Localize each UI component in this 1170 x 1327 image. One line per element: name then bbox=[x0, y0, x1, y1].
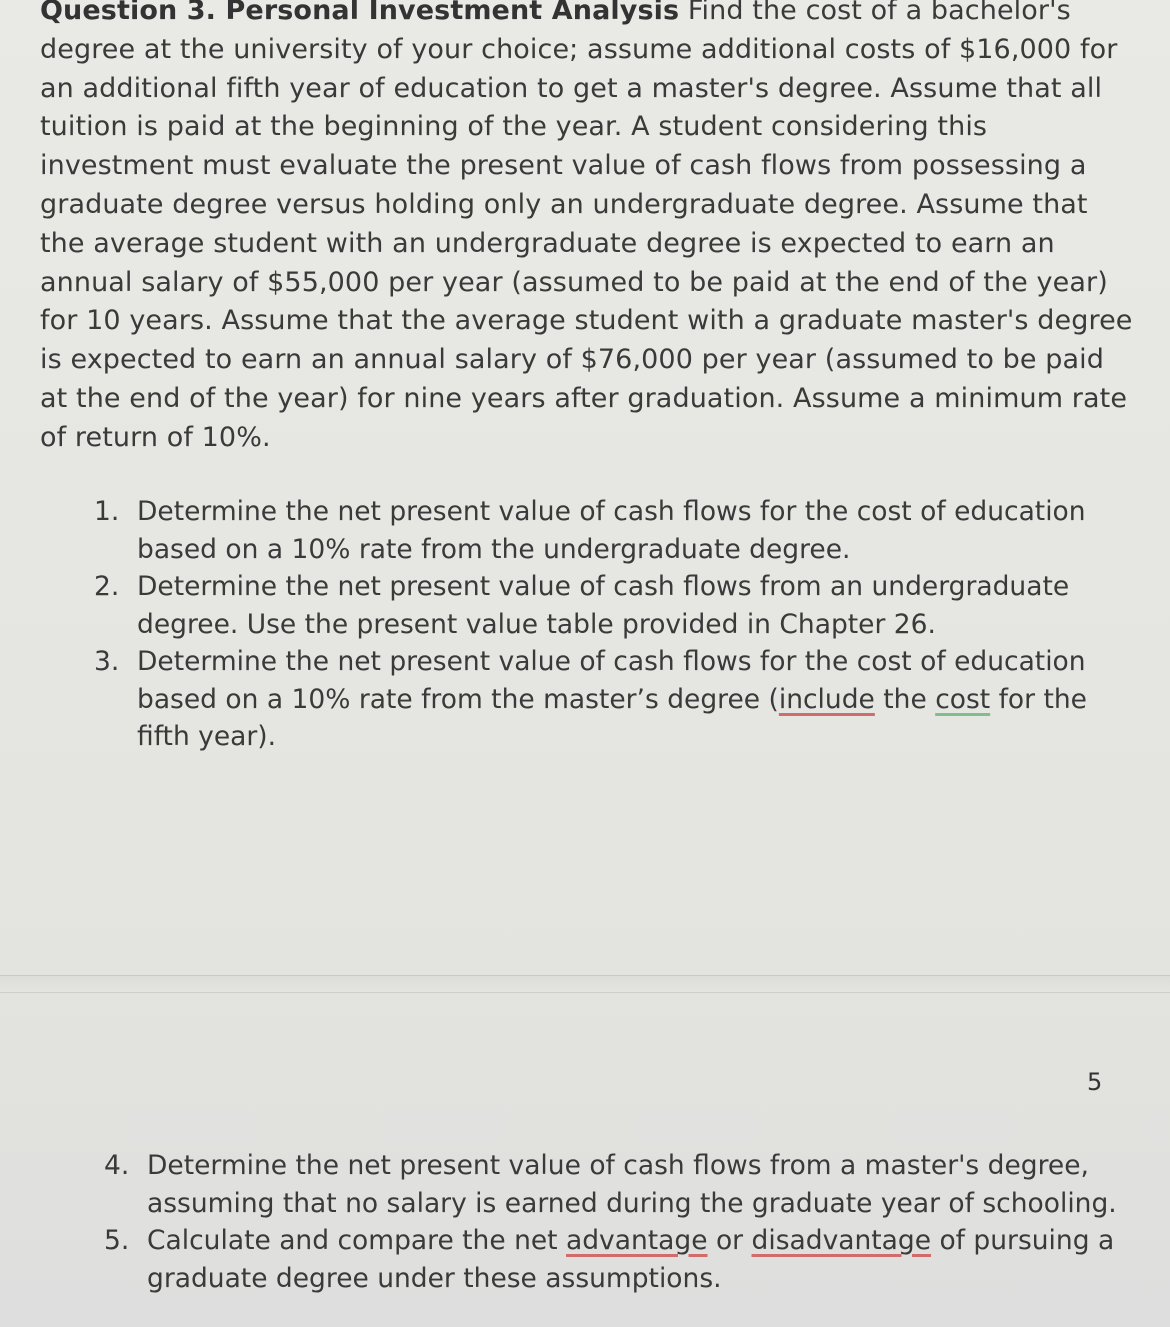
list-item bbox=[104, 1147, 1134, 1222]
question-list-top bbox=[94, 493, 1134, 756]
grammar-underlined-word: cost bbox=[935, 683, 991, 715]
list-item-text: Determine the net present value of cash flows from an undergraduate degree. Use the present value table provided in Chapter 26. bbox=[137, 571, 1070, 640]
question-intro bbox=[40, 0, 1140, 458]
page-number: 5 bbox=[1087, 1068, 1103, 1096]
list-item-number: 2. bbox=[94, 571, 120, 602]
question-intro-body: Find the cost of a bachelor's degree at the university of your choice; assume additional costs of $16,000 for an additional fifth year of education to get a master's degree. Assume that all tuition is paid at the beginning of the year. A student considering this investment must evaluate the present value of cash flows from possessing a graduate degree versus holding only an undergraduate degree. Assume that the average student with an undergraduate degree is expected to earn an annual salary of $55,000 per year (assumed to be paid at the end of the year) for 10 years. Assume that the average student with a graduate master's degree is expected to earn an annual salary of $76,000 per year (assumed to be paid at the end of the year) for nine years after graduation. Assume a minimum rate of return of 10%. bbox=[40, 0, 1133, 453]
list-item bbox=[94, 568, 1134, 643]
list-item-text: Determine the net present value of cash flows for the cost of education based on a 10% rate from the undergraduate degree. bbox=[137, 496, 1086, 565]
list-item-number: 3. bbox=[94, 646, 120, 677]
list-item-text: Determine the net present value of cash flows for the cost of education based on a 10% rate from the master’s degree (include the cost for the fifth year). bbox=[137, 646, 1087, 752]
question-list-bottom bbox=[104, 1147, 1134, 1297]
spellcheck-underlined-word: disadvantage bbox=[751, 1225, 932, 1256]
list-item-number: 4. bbox=[104, 1150, 130, 1181]
list-item bbox=[94, 643, 1134, 756]
spellcheck-underlined-word: advantage bbox=[566, 1225, 708, 1256]
list-item-text: Calculate and compare the net advantage or disadvantage of pursuing a graduate degree under these assumptions. bbox=[147, 1225, 1115, 1294]
list-item bbox=[104, 1222, 1134, 1297]
list-item-number: 1. bbox=[94, 496, 120, 527]
spellcheck-underlined-word: include bbox=[778, 683, 875, 715]
list-item-text: Determine the net present value of cash flows from a master's degree, assuming that no salary is earned during the graduate year of schooling. bbox=[147, 1150, 1117, 1219]
list-item bbox=[94, 493, 1134, 568]
page-divider bbox=[0, 975, 1170, 993]
question-title: Question 3. Personal Investment Analysis bbox=[40, 0, 680, 26]
list-item-number: 5. bbox=[104, 1225, 130, 1256]
